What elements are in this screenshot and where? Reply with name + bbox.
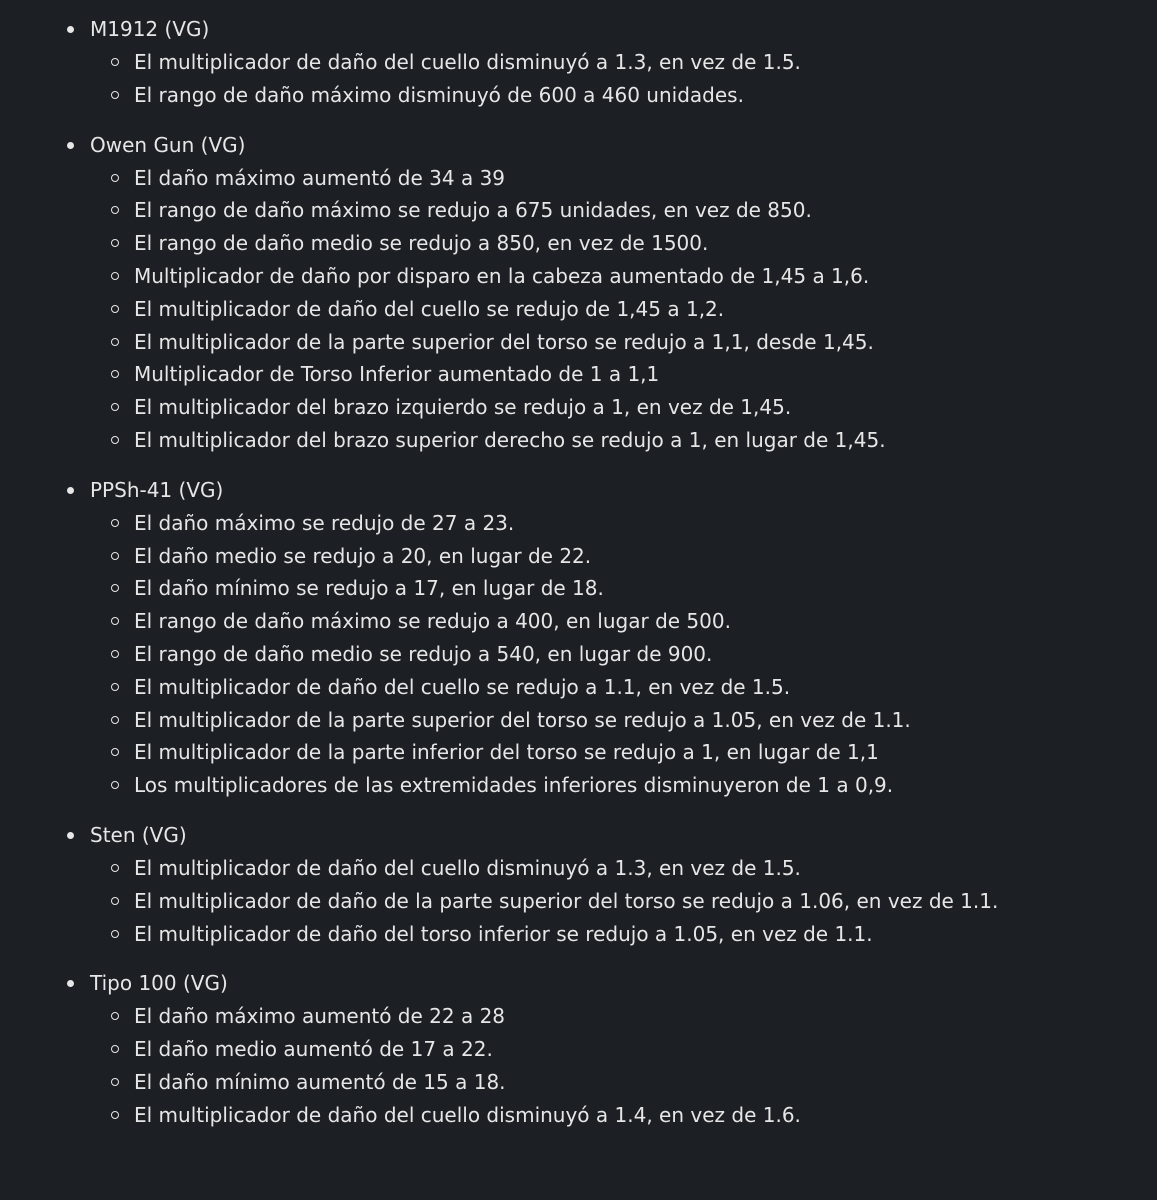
bullet-circle-icon <box>111 683 119 691</box>
change-list <box>0 852 1157 950</box>
change-item <box>0 1066 1157 1099</box>
weapon-section <box>0 473 1157 802</box>
change-text: El daño mínimo aumentó de 15 a 18. <box>134 1069 506 1094</box>
bullet-circle-icon <box>111 897 119 905</box>
change-text: El multiplicador de daño del cuello disminuyó a 1.3, en vez de 1.5. <box>134 855 801 880</box>
bullet-circle-icon <box>111 1078 119 1086</box>
change-item <box>0 79 1157 112</box>
change-item <box>0 671 1157 704</box>
bullet-circle-icon <box>111 272 119 280</box>
bullet-circle-icon <box>111 1111 119 1119</box>
change-item <box>0 1000 1157 1033</box>
weapon-section <box>0 12 1157 112</box>
change-item <box>0 638 1157 671</box>
change-text: El multiplicador de daño del cuello disminuyó a 1.4, en vez de 1.6. <box>134 1102 801 1127</box>
change-item <box>0 227 1157 260</box>
bullet-circle-icon <box>111 206 119 214</box>
change-text: El multiplicador de la parte superior del torso se redujo a 1,1, desde 1,45. <box>134 329 874 354</box>
change-text: El daño máximo se redujo de 27 a 23. <box>134 510 515 535</box>
weapon-section <box>0 128 1157 457</box>
change-text: El multiplicador del brazo izquierdo se redujo a 1, en vez de 1,45. <box>134 395 792 420</box>
weapon-title <box>0 128 1157 162</box>
change-text: El daño mínimo se redujo a 17, en lugar de 18. <box>134 576 604 601</box>
change-text: El multiplicador de daño del cuello disminuyó a 1.3, en vez de 1.5. <box>134 50 801 74</box>
bullet-circle-icon <box>111 552 119 560</box>
bullet-disc-icon <box>67 26 74 33</box>
change-text: El multiplicador de daño de la parte superior del torso se redujo a 1.06, en vez de 1.1. <box>134 888 999 913</box>
bullet-disc-icon <box>67 487 74 494</box>
change-item <box>0 358 1157 391</box>
change-text: El daño máximo aumentó de 22 a 28 <box>134 1004 506 1029</box>
change-item <box>0 194 1157 227</box>
bullet-circle-icon <box>111 781 119 789</box>
bullet-circle-icon <box>111 58 119 66</box>
bullet-circle-icon <box>111 864 119 872</box>
change-item <box>0 769 1157 802</box>
change-item <box>0 1099 1157 1132</box>
change-text: El multiplicador de la parte inferior del torso se redujo a 1, en lugar de 1,1 <box>134 740 879 765</box>
weapons-list <box>0 12 1157 1132</box>
bullet-circle-icon <box>111 1045 119 1053</box>
change-list <box>0 1000 1157 1131</box>
change-list <box>0 46 1157 112</box>
bullet-circle-icon <box>111 584 119 592</box>
change-item <box>0 736 1157 769</box>
change-text: Los multiplicadores de las extremidades inferiores disminuyeron de 1 a 0,9. <box>134 773 894 798</box>
change-text: Multiplicador de daño por disparo en la cabeza aumentado de 1,45 a 1,6. <box>134 263 870 288</box>
change-text: El multiplicador de daño del torso inferior se redujo a 1.05, en vez de 1.1. <box>134 921 873 946</box>
change-item <box>0 605 1157 638</box>
change-item <box>0 260 1157 293</box>
change-text: El rango de daño máximo se redujo a 400, en lugar de 500. <box>134 609 731 634</box>
change-text: El daño medio aumentó de 17 a 22. <box>134 1037 493 1062</box>
weapon-name: Owen Gun (VG) <box>90 132 246 157</box>
weapon-name: Tipo 100 (VG) <box>90 971 228 996</box>
change-text: El daño máximo aumentó de 34 a 39 <box>134 165 506 190</box>
bullet-circle-icon <box>111 716 119 724</box>
weapon-title <box>0 966 1157 1000</box>
change-text: Multiplicador de Torso Inferior aumentado de 1 a 1,1 <box>134 362 660 387</box>
change-item <box>0 918 1157 951</box>
change-list <box>0 507 1157 802</box>
bullet-circle-icon <box>111 403 119 411</box>
change-item <box>0 507 1157 540</box>
bullet-circle-icon <box>111 617 119 625</box>
bullet-circle-icon <box>111 91 119 99</box>
bullet-disc-icon <box>67 142 74 149</box>
bullet-circle-icon <box>111 650 119 658</box>
weapon-section <box>0 818 1157 950</box>
bullet-circle-icon <box>111 239 119 247</box>
change-item <box>0 326 1157 359</box>
change-item <box>0 1033 1157 1066</box>
bullet-circle-icon <box>111 305 119 313</box>
bullet-circle-icon <box>111 1012 119 1020</box>
bullet-circle-icon <box>111 436 119 444</box>
bullet-circle-icon <box>111 748 119 756</box>
change-item <box>0 293 1157 326</box>
change-text: El multiplicador de daño del cuello se redujo a 1.1, en vez de 1.5. <box>134 674 791 699</box>
bullet-disc-icon <box>67 980 74 987</box>
weapon-title <box>0 818 1157 852</box>
weapon-title <box>0 12 1157 46</box>
change-text: El rango de daño máximo disminuyó de 600 a 460 unidades. <box>134 82 744 107</box>
bullet-disc-icon <box>67 832 74 839</box>
weapon-name: PPSh-41 (VG) <box>90 477 224 502</box>
change-item <box>0 852 1157 885</box>
change-text: El multiplicador del brazo superior derecho se redujo a 1, en lugar de 1,45. <box>134 427 886 452</box>
bullet-circle-icon <box>111 370 119 378</box>
bullet-circle-icon <box>111 519 119 527</box>
change-text: El rango de daño máximo se redujo a 675 unidades, en vez de 850. <box>134 198 812 223</box>
weapon-section <box>0 966 1157 1131</box>
change-text: El rango de daño medio se redujo a 540, en lugar de 900. <box>134 641 713 666</box>
change-text: El rango de daño medio se redujo a 850, en vez de 1500. <box>134 231 709 256</box>
weapon-title <box>0 473 1157 507</box>
change-item <box>0 46 1157 79</box>
change-item <box>0 391 1157 424</box>
change-item <box>0 162 1157 195</box>
bullet-circle-icon <box>111 174 119 182</box>
change-item <box>0 540 1157 573</box>
change-item <box>0 424 1157 457</box>
change-item <box>0 704 1157 737</box>
change-text: El multiplicador de daño del cuello se redujo de 1,45 a 1,2. <box>134 296 725 321</box>
bullet-circle-icon <box>111 338 119 346</box>
change-text: El daño medio se redujo a 20, en lugar de 22. <box>134 543 592 568</box>
weapon-name: Sten (VG) <box>90 822 187 847</box>
change-list <box>0 162 1157 457</box>
weapon-name: M1912 (VG) <box>90 17 210 41</box>
change-item <box>0 572 1157 605</box>
bullet-circle-icon <box>111 930 119 938</box>
change-text: El multiplicador de la parte superior del torso se redujo a 1.05, en vez de 1.1. <box>134 707 911 732</box>
change-item <box>0 885 1157 918</box>
